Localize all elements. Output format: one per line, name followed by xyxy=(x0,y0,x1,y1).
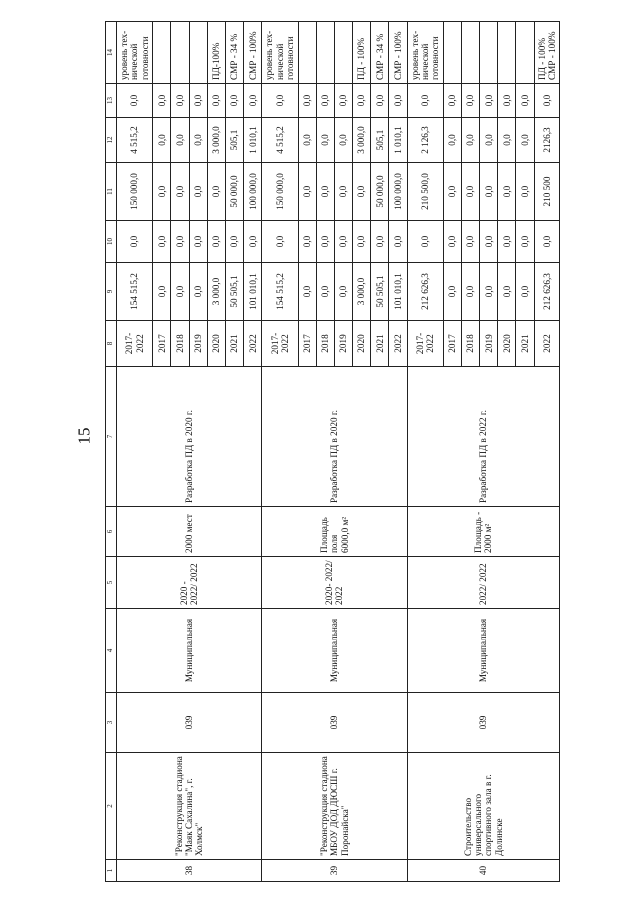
col11-cell: 0,0 xyxy=(171,163,189,221)
col-num: 3 xyxy=(106,693,117,753)
col12-cell: 0,0 xyxy=(171,118,189,163)
col10-cell: 0,0 xyxy=(316,221,334,263)
readiness-cell: ПД-100% xyxy=(207,22,225,84)
col13-cell: 0,0 xyxy=(262,84,298,118)
col10-cell: 0,0 xyxy=(443,221,461,263)
year-cell: 2021 xyxy=(225,321,243,367)
year-cell: 2020 xyxy=(353,321,371,367)
readiness-cell xyxy=(153,22,171,84)
col13-cell: 0,0 xyxy=(316,84,334,118)
col11-cell: 0,0 xyxy=(480,163,498,221)
project-capacity: Площадь - 2000 м² xyxy=(407,507,559,557)
year-cell: 2018 xyxy=(461,321,479,367)
col11-cell: 0,0 xyxy=(207,163,225,221)
project-stage: Разработка ПД в 2022 г. xyxy=(407,367,559,507)
col-num: 11 xyxy=(106,163,117,221)
col11-cell: 150 000,0 xyxy=(262,163,298,221)
year-cell: 2017-2022 xyxy=(262,321,298,367)
project-period: 2022/ 2022 xyxy=(407,557,559,609)
objects-register-table xyxy=(105,21,560,882)
col13-cell: 0,0 xyxy=(371,84,389,118)
col10-cell: 0,0 xyxy=(117,221,153,263)
col11-cell: 0,0 xyxy=(443,163,461,221)
year-cell: 2017-2022 xyxy=(117,321,153,367)
project-period: 2020 - 2022/ 2022 xyxy=(117,557,262,609)
col10-cell: 0,0 xyxy=(153,221,171,263)
col10-cell: 0,0 xyxy=(389,221,407,263)
col12-cell: 0,0 xyxy=(298,118,316,163)
column-number-row xyxy=(106,22,117,882)
year-cell: 2022 xyxy=(389,321,407,367)
col12-cell: 0,0 xyxy=(516,118,534,163)
project-period: 2020- 2022/ 2022 xyxy=(262,557,407,609)
year-cell: 2020 xyxy=(207,321,225,367)
col13-cell: 0,0 xyxy=(225,84,243,118)
year-cell: 2017-2022 xyxy=(407,321,443,367)
col12-cell: 0,0 xyxy=(189,118,207,163)
year-cell: 2022 xyxy=(534,321,559,367)
project-number: 39 xyxy=(262,860,407,882)
project-name: "Реконструкция стадиона МБОУ ДОД ДЮСШ г. Поронайска" xyxy=(262,753,407,860)
col11-cell: 0,0 xyxy=(353,163,371,221)
col10-cell: 0,0 xyxy=(225,221,243,263)
col-num: 1 xyxy=(106,860,117,882)
total-cost-cell: 0,0 xyxy=(461,263,479,321)
year-cell: 2019 xyxy=(189,321,207,367)
col12-cell: 0,0 xyxy=(334,118,352,163)
project-name: "Реконструкция стадиона "Маяк Сахалина", г. Холмск" xyxy=(117,753,262,860)
readiness-cell: ПД - 100% СМР - 100% xyxy=(534,22,559,84)
col-num: 5 xyxy=(106,557,117,609)
year-cell: 2019 xyxy=(480,321,498,367)
year-cell: 2022 xyxy=(244,321,262,367)
total-cost-cell: 212 626,3 xyxy=(407,263,443,321)
total-cost-cell: 0,0 xyxy=(298,263,316,321)
year-cell: 2020 xyxy=(498,321,516,367)
readiness-cell xyxy=(498,22,516,84)
rotated-table-wrapper xyxy=(105,22,560,882)
total-cost-cell: 101 010,1 xyxy=(244,263,262,321)
total-cost-cell: 0,0 xyxy=(334,263,352,321)
col10-cell: 0,0 xyxy=(171,221,189,263)
col13-cell: 0,0 xyxy=(189,84,207,118)
col12-cell: 3 000,0 xyxy=(207,118,225,163)
col11-cell: 150 000,0 xyxy=(117,163,153,221)
readiness-cell: СМР - 100% xyxy=(389,22,407,84)
col13-cell: 0,0 xyxy=(443,84,461,118)
col11-cell: 0,0 xyxy=(298,163,316,221)
col10-cell: 0,0 xyxy=(498,221,516,263)
col12-cell: 3 000,0 xyxy=(353,118,371,163)
year-cell: 2018 xyxy=(316,321,334,367)
col10-cell: 0,0 xyxy=(207,221,225,263)
project-capacity: 2000 мест xyxy=(117,507,262,557)
col10-cell: 0,0 xyxy=(461,221,479,263)
readiness-cell: СМР - 100% xyxy=(244,22,262,84)
col10-cell: 0,0 xyxy=(189,221,207,263)
col10-cell: 0,0 xyxy=(534,221,559,263)
col12-cell: 505,1 xyxy=(371,118,389,163)
total-cost-cell: 212 626,3 xyxy=(534,263,559,321)
readiness-cell xyxy=(461,22,479,84)
project-code: 039 xyxy=(407,693,559,753)
col12-cell: 0,0 xyxy=(480,118,498,163)
total-cost-cell: 50 505,1 xyxy=(371,263,389,321)
total-cost-cell: 0,0 xyxy=(480,263,498,321)
col11-cell: 0,0 xyxy=(316,163,334,221)
col10-cell: 0,0 xyxy=(298,221,316,263)
project-capacity: Площадь поля 6000,0 м² xyxy=(262,507,407,557)
col10-cell: 0,0 xyxy=(353,221,371,263)
col-num: 7 xyxy=(106,367,117,507)
readiness-cell xyxy=(516,22,534,84)
col13-cell: 0,0 xyxy=(334,84,352,118)
col11-cell: 210 500 xyxy=(534,163,559,221)
project-ownership: Муниципальная xyxy=(407,609,559,693)
col12-cell: 0,0 xyxy=(498,118,516,163)
project-ownership: Муниципальная xyxy=(117,609,262,693)
col-num: 2 xyxy=(106,753,117,860)
readiness-cell xyxy=(316,22,334,84)
col11-cell: 50 000,0 xyxy=(225,163,243,221)
total-cost-cell: 0,0 xyxy=(153,263,171,321)
total-cost-cell: 0,0 xyxy=(171,263,189,321)
total-cost-cell: 0,0 xyxy=(316,263,334,321)
col11-cell: 100 000,0 xyxy=(244,163,262,221)
col13-cell: 0,0 xyxy=(498,84,516,118)
col13-cell: 0,0 xyxy=(117,84,153,118)
readiness-cell: СМР - 34 % xyxy=(225,22,243,84)
total-cost-cell: 154 515,2 xyxy=(117,263,153,321)
col12-cell: 2 126,3 xyxy=(407,118,443,163)
project-code: 039 xyxy=(262,693,407,753)
total-cost-cell: 3 000,0 xyxy=(207,263,225,321)
page-number: 15 xyxy=(74,427,94,445)
col-num: 8 xyxy=(106,321,117,367)
readiness-cell xyxy=(189,22,207,84)
col-num: 12 xyxy=(106,118,117,163)
year-cell: 2017 xyxy=(153,321,171,367)
project-name: Строительство универсального спортивного зала в г. Долинске xyxy=(407,753,559,860)
col12-cell: 4 515,2 xyxy=(262,118,298,163)
col12-cell: 505,1 xyxy=(225,118,243,163)
year-cell: 2017 xyxy=(443,321,461,367)
year-cell: 2018 xyxy=(171,321,189,367)
total-cost-cell: 0,0 xyxy=(516,263,534,321)
col10-cell: 0,0 xyxy=(516,221,534,263)
col-num: 14 xyxy=(106,22,117,84)
table-row xyxy=(407,22,443,882)
project-stage: Разработка ПД в 2020 г. xyxy=(117,367,262,507)
col12-cell: 1 010,1 xyxy=(244,118,262,163)
col12-cell: 0,0 xyxy=(443,118,461,163)
readiness-cell xyxy=(298,22,316,84)
total-cost-cell: 0,0 xyxy=(498,263,516,321)
col11-cell: 210 500,0 xyxy=(407,163,443,221)
readiness-cell xyxy=(171,22,189,84)
col10-cell: 0,0 xyxy=(334,221,352,263)
project-code: 039 xyxy=(117,693,262,753)
readiness-cell: ПД - 100% xyxy=(353,22,371,84)
col10-cell: 0,0 xyxy=(480,221,498,263)
col13-cell: 0,0 xyxy=(480,84,498,118)
readiness-cell: уровень технической готовности xyxy=(117,22,153,84)
col11-cell: 50 000,0 xyxy=(371,163,389,221)
col-num: 13 xyxy=(106,84,117,118)
col11-cell: 100 000,0 xyxy=(389,163,407,221)
table-row xyxy=(117,22,153,882)
project-stage: Разработка ПД в 2020 г. xyxy=(262,367,407,507)
col10-cell: 0,0 xyxy=(244,221,262,263)
col11-cell: 0,0 xyxy=(334,163,352,221)
col13-cell: 0,0 xyxy=(171,84,189,118)
col10-cell: 0,0 xyxy=(371,221,389,263)
col13-cell: 0,0 xyxy=(353,84,371,118)
col10-cell: 0,0 xyxy=(262,221,298,263)
col11-cell: 0,0 xyxy=(153,163,171,221)
table-row xyxy=(262,22,298,882)
total-cost-cell: 0,0 xyxy=(189,263,207,321)
readiness-cell xyxy=(334,22,352,84)
readiness-cell xyxy=(480,22,498,84)
readiness-cell xyxy=(443,22,461,84)
total-cost-cell: 154 515,2 xyxy=(262,263,298,321)
year-cell: 2019 xyxy=(334,321,352,367)
col11-cell: 0,0 xyxy=(516,163,534,221)
readiness-cell: СМР - 34 % xyxy=(371,22,389,84)
col12-cell: 0,0 xyxy=(316,118,334,163)
total-cost-cell: 50 505,1 xyxy=(225,263,243,321)
col-num: 9 xyxy=(106,263,117,321)
year-cell: 2021 xyxy=(371,321,389,367)
col13-cell: 0,0 xyxy=(298,84,316,118)
col-num: 6 xyxy=(106,507,117,557)
col13-cell: 0,0 xyxy=(244,84,262,118)
total-cost-cell: 3 000,0 xyxy=(353,263,371,321)
col12-cell: 0,0 xyxy=(461,118,479,163)
col-num: 4 xyxy=(106,609,117,693)
col13-cell: 0,0 xyxy=(461,84,479,118)
total-cost-cell: 0,0 xyxy=(443,263,461,321)
readiness-cell: уровень технической готовности xyxy=(262,22,298,84)
col12-cell: 1 010,1 xyxy=(389,118,407,163)
col13-cell: 0,0 xyxy=(153,84,171,118)
col13-cell: 0,0 xyxy=(516,84,534,118)
year-cell: 2021 xyxy=(516,321,534,367)
project-number: 38 xyxy=(117,860,262,882)
col11-cell: 0,0 xyxy=(498,163,516,221)
col12-cell: 4 515,2 xyxy=(117,118,153,163)
readiness-cell: уровень технической готовности xyxy=(407,22,443,84)
col13-cell: 0,0 xyxy=(534,84,559,118)
project-ownership: Муниципальная xyxy=(262,609,407,693)
col11-cell: 0,0 xyxy=(461,163,479,221)
col12-cell: 0,0 xyxy=(153,118,171,163)
col13-cell: 0,0 xyxy=(207,84,225,118)
col11-cell: 0,0 xyxy=(189,163,207,221)
col12-cell: 2126,3 xyxy=(534,118,559,163)
col10-cell: 0,0 xyxy=(407,221,443,263)
project-number: 40 xyxy=(407,860,559,882)
col13-cell: 0,0 xyxy=(389,84,407,118)
col13-cell: 0,0 xyxy=(407,84,443,118)
col-num: 10 xyxy=(106,221,117,263)
year-cell: 2017 xyxy=(298,321,316,367)
total-cost-cell: 101 010,1 xyxy=(389,263,407,321)
